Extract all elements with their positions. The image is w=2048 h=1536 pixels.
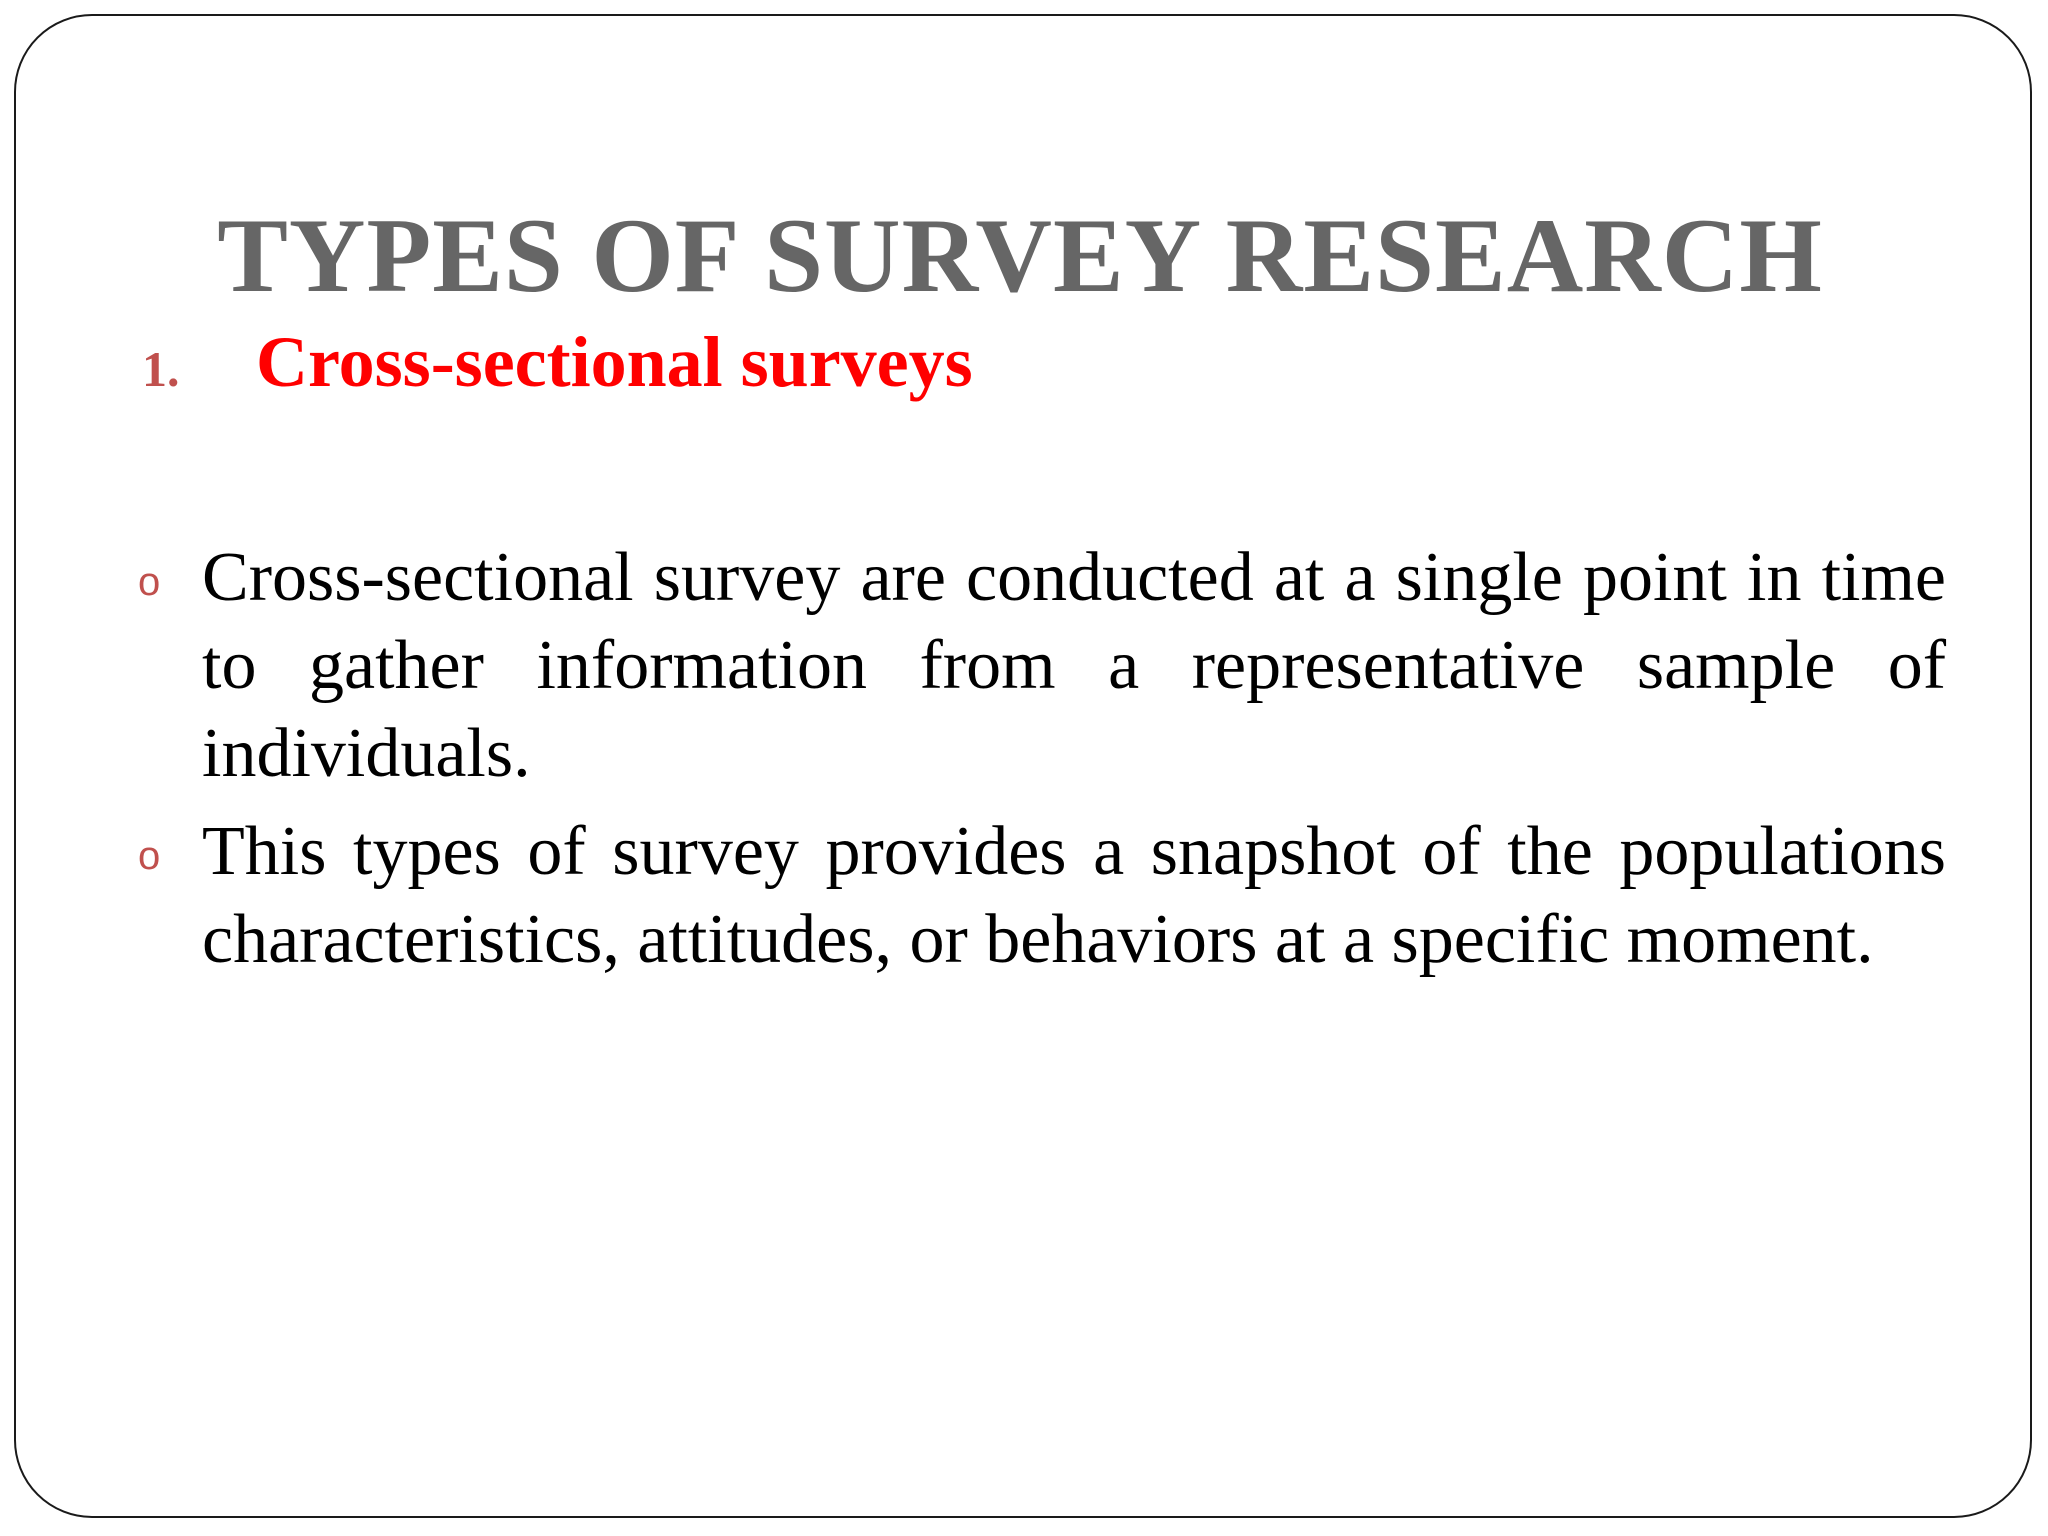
section-number: 1. xyxy=(142,341,180,397)
bullet-text: Cross-sectional survey are conducted at a single point in time to gather information from a representative sample of individuals. xyxy=(202,539,1946,792)
bullet-item xyxy=(136,534,1946,798)
bullet-item xyxy=(136,808,1946,984)
bullet-marker-icon: o xyxy=(138,560,161,604)
bullet-marker-icon: o xyxy=(138,834,161,878)
bullet-text: This types of survey provides a snapshot of the populations characteristics, attitudes, or behaviors at a specific moment. xyxy=(202,813,1946,978)
slide-title: TYPES OF SURVEY RESEARCH xyxy=(217,197,1823,314)
section-heading xyxy=(142,321,973,411)
section-heading-text: Cross-sectional surveys xyxy=(256,322,973,402)
bullet-list xyxy=(136,534,1946,994)
slide-frame xyxy=(14,14,2032,1518)
